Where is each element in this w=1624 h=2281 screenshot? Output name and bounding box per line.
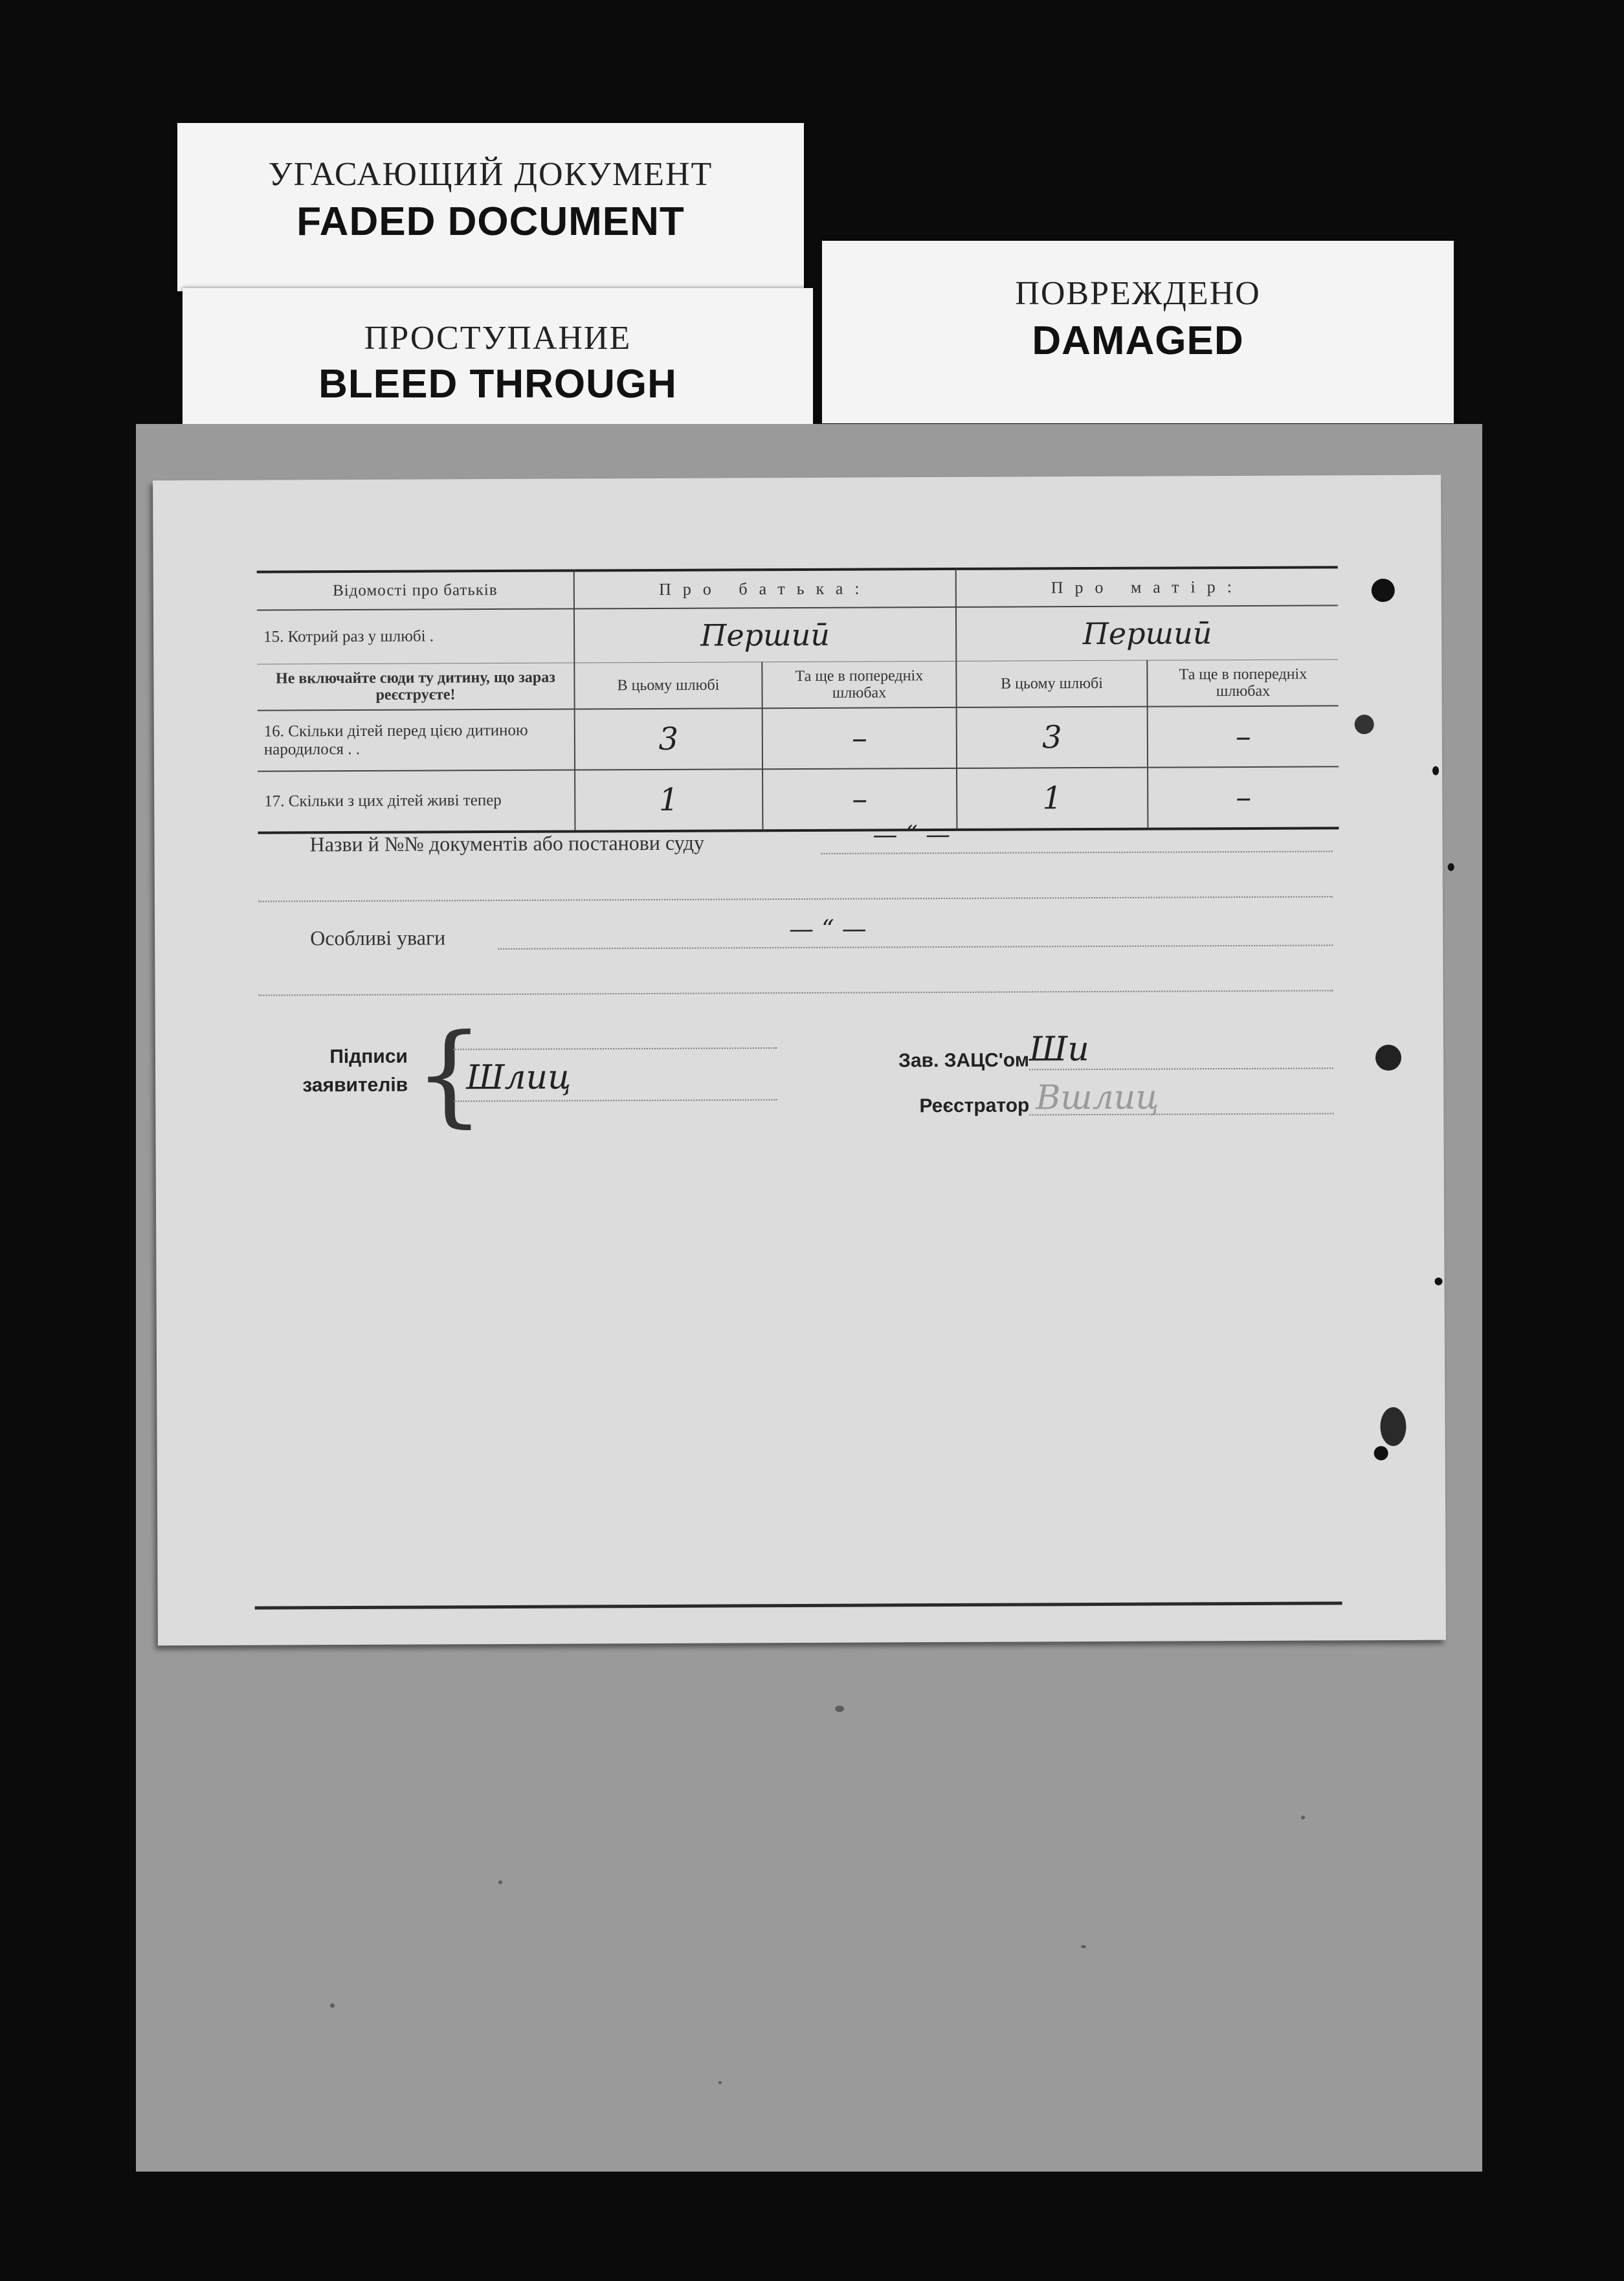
punch-hole <box>1372 579 1395 602</box>
row16-label: 16. Скільки дітей перед цією дитиною народилося . . <box>258 709 575 772</box>
table-row <box>258 766 1339 832</box>
row15-label: 15. Котрий раз у шлюбі . <box>257 609 574 665</box>
row16-mother-prev: – <box>1148 706 1339 767</box>
damaged-label <box>822 241 1454 423</box>
row16-mother-this: 3 <box>957 707 1148 768</box>
punch-hole <box>1434 1278 1442 1285</box>
header-mother: Про матір: <box>956 567 1338 607</box>
damaged-label-ru: ПОВРЕЖДЕНО <box>1015 275 1261 312</box>
faded-label-en: FADED DOCUMENT <box>296 199 685 244</box>
header-father: Про батька: <box>574 569 956 609</box>
head-zags-label: Зав. ЗАЦС'ом <box>898 1049 1030 1072</box>
remarks-label: Особливі уваги <box>310 926 446 950</box>
documents-dotted-line-2 <box>258 896 1333 902</box>
row17-father-this: 1 <box>575 769 762 831</box>
row16-father-this: 3 <box>575 708 762 770</box>
table-header-row <box>257 567 1338 610</box>
table-row <box>257 605 1338 664</box>
punch-hole <box>1355 715 1374 734</box>
row15-mother-value: Першиӣ <box>956 605 1338 661</box>
bleed-label-ru: ПРОСТУПАНИЕ <box>364 320 632 357</box>
remarks-dotted-line-2 <box>259 990 1333 996</box>
father-this-marriage-header: В цьому шлюбі <box>574 662 762 709</box>
head-zags-signature: Ши <box>1029 1030 1089 1069</box>
speck <box>1081 1945 1086 1948</box>
punch-hole <box>1432 766 1439 775</box>
punch-hole <box>1375 1045 1401 1071</box>
punch-hole <box>1448 863 1454 871</box>
documents-dotted-line <box>821 851 1333 854</box>
brace-icon: { <box>414 1010 485 1139</box>
row17-mother-this: 1 <box>957 768 1148 830</box>
row17-mother-prev: – <box>1148 766 1339 829</box>
applicants-signatures-label <box>272 1043 408 1100</box>
table-subheader-row <box>257 660 1338 711</box>
mother-this-marriage-header: В цьому шлюбі <box>956 660 1147 707</box>
remarks-value: — “ — <box>789 914 867 944</box>
punch-hole <box>1380 1407 1406 1446</box>
applicants-label-line2: заявителів <box>302 1074 408 1096</box>
mother-previous-header: Та ще в попередніх шлюбах <box>1147 660 1338 707</box>
registration-form-page <box>153 475 1446 1646</box>
damaged-label-en: DAMAGED <box>1032 318 1244 363</box>
row17-father-prev: – <box>762 768 957 830</box>
exclusion-note: Не включайте сюди ту дитину, що зараз реєструєте! <box>257 663 574 711</box>
speck <box>1301 1816 1305 1819</box>
documents-label: Назви й №№ документів або постанови суду <box>309 830 705 856</box>
speck <box>718 2081 722 2084</box>
documents-value: — “ — <box>873 819 951 849</box>
parents-info-table <box>257 566 1339 834</box>
row16-father-prev: – <box>762 707 957 769</box>
header-parents-info: Відомості про батьків <box>257 571 574 610</box>
bleed-label-en: BLEED THROUGH <box>318 362 677 406</box>
faded-document-label <box>177 123 804 291</box>
bleed-through-label <box>183 288 813 424</box>
speck <box>498 1880 502 1884</box>
father-previous-header: Та ще в попередніх шлюбах <box>762 661 956 708</box>
speck <box>330 2003 335 2008</box>
applicants-label-line1: Підписи <box>329 1045 408 1068</box>
remarks-dotted-line <box>498 944 1333 950</box>
faded-label-ru: УГАСАЮЩИЙ ДОКУМЕНТ <box>268 156 713 193</box>
registrar-signature: Вшлиц <box>1036 1078 1159 1118</box>
bottom-rule <box>255 1601 1342 1609</box>
applicant-sign-line-2 <box>453 1099 777 1102</box>
row17-label: 17. Скільки з цих дітей живі тепер <box>258 770 575 833</box>
applicant-sign-line-1 <box>453 1047 777 1050</box>
row15-father-value: Першиӣ <box>574 607 956 663</box>
applicant-signature: Шлиц <box>465 1058 572 1098</box>
registrar-label: Реєстратор <box>919 1095 1030 1117</box>
punch-hole <box>1374 1446 1388 1460</box>
table-row <box>258 706 1339 771</box>
speck <box>835 1706 844 1712</box>
